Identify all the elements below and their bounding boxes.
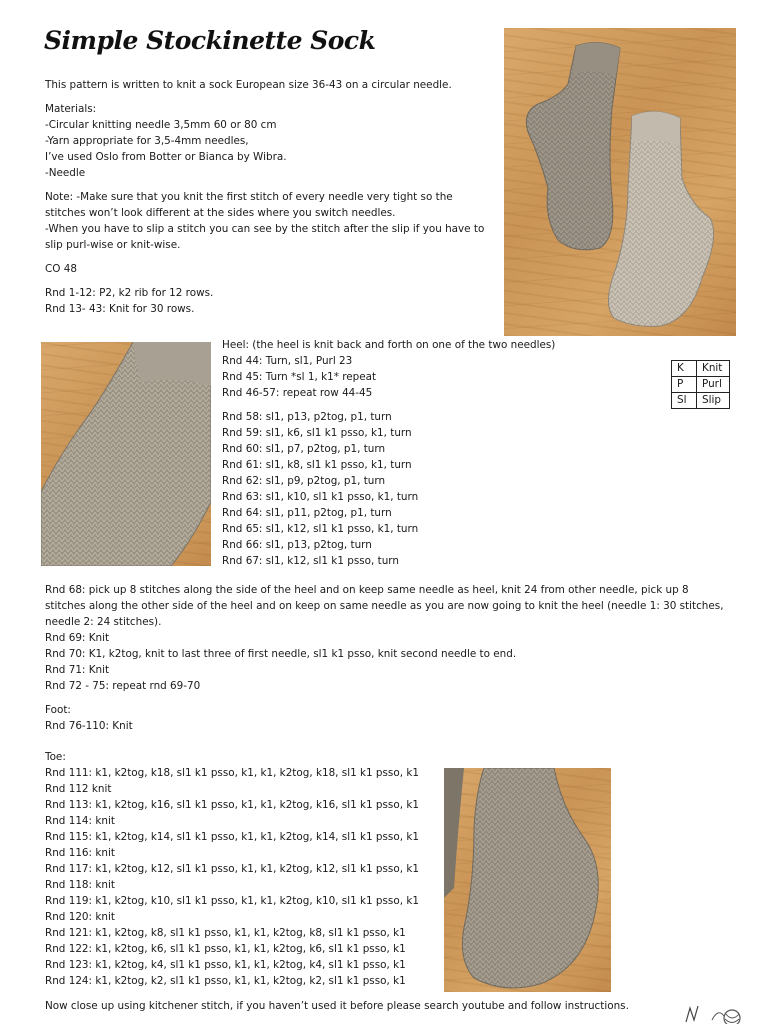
text-line: -Yarn appropriate for 3,5-4mm needles, (45, 135, 249, 147)
page-title: Simple Stockinette Sock (44, 26, 376, 55)
legend-abbr: K (672, 361, 697, 377)
text-line: Rnd 64: sl1, p11, p2tog, p1, turn (222, 507, 392, 519)
text-line: Rnd 76-110: Knit (45, 720, 133, 732)
text-line: Rnd 46-57: repeat row 44-45 (222, 387, 373, 399)
text-line: This pattern is written to knit a sock European size 36-43 on a circular needle. (45, 79, 452, 91)
text-line: slip purl-wise or knit-wise. (45, 239, 181, 251)
legend-meaning: Slip (697, 393, 730, 409)
photo-two-socks (504, 28, 736, 336)
toe-instructions (45, 749, 419, 989)
text-line: Heel: (the heel is knit back and forth on one of the two needles) (222, 339, 556, 351)
text-line: Rnd 59: sl1, k6, sl1 k1 psso, k1, turn (222, 427, 412, 439)
photo-heel-closeup (41, 342, 211, 566)
text-line: Rnd 66: sl1, p13, p2tog, turn (222, 539, 372, 551)
text-line: -Needle (45, 167, 86, 179)
text-line: Rnd 119: k1, k2tog, k10, sl1 k1 psso, k1, k1, k2tog, k10, sl1 k1 psso, k1 (45, 895, 419, 907)
text-line: Rnd 115: k1, k2tog, k14, sl1 k1 psso, k1, k1, k2tog, k14, sl1 k1 psso, k1 (45, 831, 419, 843)
text-line: Rnd 13- 43: Knit for 30 rows. (45, 303, 195, 315)
text-line: Rnd 111: k1, k2tog, k18, sl1 k1 psso, k1, k1, k2tog, k18, sl1 k1 psso, k1 (45, 767, 419, 779)
text-line: Rnd 112 knit (45, 783, 112, 795)
text-line: Rnd 118: knit (45, 879, 115, 891)
text-line: Rnd 114: knit (45, 815, 115, 827)
text-line: Rnd 60: sl1, p7, p2tog, p1, turn (222, 443, 386, 455)
text-line: Rnd 67: sl1, k12, sl1 k1 psso, turn (222, 555, 399, 567)
photo-sock-toe (444, 768, 611, 992)
text-line: Rnd 71: Knit (45, 664, 110, 676)
text-line: Rnd 45: Turn *sl 1, k1* repeat (222, 371, 377, 383)
gusset-foot-instructions (45, 582, 724, 742)
text-line: Rnd 113: k1, k2tog, k16, sl1 k1 psso, k1, k1, k2tog, k16, sl1 k1 psso, k1 (45, 799, 419, 811)
text-line: Foot: (45, 704, 71, 716)
text-line: Rnd 58: sl1, p13, p2tog, p1, turn (222, 411, 392, 423)
text-line: Rnd 116: knit (45, 847, 115, 859)
legend-meaning: Knit (697, 361, 730, 377)
line-gap (45, 93, 484, 101)
line-gap (45, 181, 484, 189)
text-line: Rnd 120: knit (45, 911, 115, 923)
yarn-doodle-icon (682, 1002, 752, 1024)
text-line: CO 48 (45, 263, 77, 275)
closing-instruction: Now close up using kitchener stitch, if you haven’t used it before please search youtube and follow instructions. (45, 1000, 629, 1012)
text-line: Rnd 72 - 75: repeat rnd 69-70 (45, 680, 201, 692)
text-line: Rnd 124: k1, k2tog, k2, sl1 k1 psso, k1, k1, k2tog, k2, sl1 k1 psso, k1 (45, 975, 406, 987)
text-line: -Circular knitting needle 3,5mm 60 or 80 cm (45, 119, 277, 131)
text-line: Rnd 121: k1, k2tog, k8, sl1 k1 psso, k1, k1, k2tog, k8, sl1 k1 psso, k1 (45, 927, 406, 939)
text-line: Rnd 123: k1, k2tog, k4, sl1 k1 psso, k1, k1, k2tog, k4, sl1 k1 psso, k1 (45, 959, 406, 971)
text-line: stitches won’t look different at the sides where you switch needles. (45, 207, 396, 219)
legend-meaning: Purl (697, 377, 730, 393)
text-line: I’ve used Oslo from Botter or Bianca by Wibra. (45, 151, 287, 163)
text-line: Toe: (45, 751, 66, 763)
intro-text (45, 77, 484, 317)
text-line: Rnd 70: K1, k2tog, knit to last three of first needle, sl1 k1 psso, knit second needle to end. (45, 648, 517, 660)
line-gap (45, 277, 484, 285)
text-line: Rnd 44: Turn, sl1, Purl 23 (222, 355, 353, 367)
text-line: -When you have to slip a stitch you can see by the stitch after the slip if you have to (45, 223, 485, 235)
text-line: Rnd 61: sl1, k8, sl1 k1 psso, k1, turn (222, 459, 412, 471)
line-gap (45, 253, 484, 261)
line-gap (222, 401, 555, 409)
text-line: Rnd 1-12: P2, k2 rib for 12 rows. (45, 287, 214, 299)
text-line: Note: -Make sure that you knit the first stitch of every needle very tight so the (45, 191, 453, 203)
toe-sock-illustration (444, 768, 611, 992)
text-line: Rnd 117: k1, k2tog, k12, sl1 k1 psso, k1, k1, k2tog, k12, sl1 k1 psso, k1 (45, 863, 419, 875)
abbreviation-legend (671, 360, 730, 409)
text-line: Rnd 65: sl1, k12, sl1 k1 psso, k1, turn (222, 523, 419, 535)
heel-sock-illustration (41, 342, 211, 566)
text-line: Rnd 69: Knit (45, 632, 110, 644)
text-line: Rnd 63: sl1, k10, sl1 k1 psso, k1, turn (222, 491, 419, 503)
legend-row (672, 361, 730, 377)
text-line: Rnd 62: sl1, p9, p2tog, p1, turn (222, 475, 386, 487)
legend-abbr: P (672, 377, 697, 393)
line-gap (45, 694, 724, 702)
heel-instructions (222, 337, 555, 569)
legend-abbr: Sl (672, 393, 697, 409)
text-line: Rnd 68: pick up 8 stitches along the side of the heel and on keep same needle as heel, knit 24 from other needle, pick up 8 (45, 584, 689, 596)
legend-row (672, 393, 730, 409)
text-line: needle 2: 24 stitches). (45, 616, 162, 628)
two-socks-illustration (504, 28, 736, 336)
legend-row (672, 377, 730, 393)
text-line: Rnd 122: k1, k2tog, k6, sl1 k1 psso, k1, k1, k2tog, k6, sl1 k1 psso, k1 (45, 943, 406, 955)
text-line: stitches along the other side of the heel and on keep on same needle as you are now going to knit the heel (needle 1: 30 stitches, (45, 600, 724, 612)
text-line: Materials: (45, 103, 97, 115)
line-gap (45, 734, 724, 742)
